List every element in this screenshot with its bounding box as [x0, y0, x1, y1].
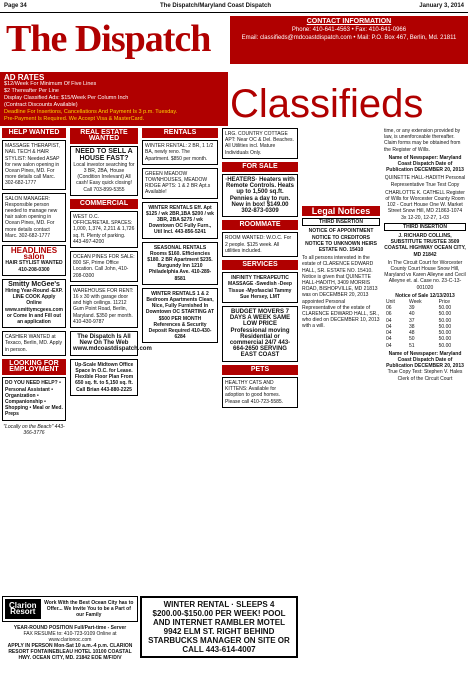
column-legal [302, 206, 380, 330]
right-quinette: QUINETTE HALL-HADITH Personal Representative True Test Copy [384, 175, 466, 188]
ad-commercial-3: WAREHOUSE FOR RENT: 16 x 30 with garage door and high ceilings. 11212 Gum Point Road, Berlin, Maryland. $350 per month. 410-430-9787 [70, 285, 138, 328]
column-4 [222, 128, 298, 411]
ad-room-wanted: ROOM WANTED: W.O.C. For 2 people. $125 week. All utilities included. [222, 232, 298, 257]
need-text: Local investor searching for 3 BR, 2BA, House (Condition Irrelevant) All cash! Easy quick closing! Call 703-899-5355 [73, 161, 135, 193]
clarion-work: Work With the Best Ocean City has to Offer... We Invite You to be a Part of our Family [44, 600, 134, 618]
ad-commercial-1: WEST O.C. OFFICE/RETAIL SPACES: 1,000, 1,374, 2,211 & 1,726 sq. ft. Plenty of parking. 443-497-4200 [70, 211, 138, 248]
clarion-top [2, 596, 138, 622]
table-head-cell: Unit [386, 299, 395, 306]
ad-massage: MASSAGE THERAPIST, NAIL TECH & HAIR STYLIST: Needed ASAP for new salon opening in Ocean Pines, MD. For more details call Marc. 302-682-1777 [2, 140, 66, 189]
deadline-line: Deadline For Insertions, Cancellations And Payment Is 3 p.m. Tuesday. [4, 109, 178, 115]
ad-country-cottage: LRG. COUNTRY COTTAGE APT: Near OC & Del. Beaches. All Utilities incl. Mature Individuals Only. [222, 128, 298, 159]
clarion-positions: YEAR-ROUND POSITION Full/Part-time - Server [13, 625, 127, 631]
column-3 [142, 128, 218, 346]
table-cell: 50.00 [438, 330, 452, 337]
table-cell: 39 [408, 305, 415, 312]
rentals-header: RENTALS [142, 128, 218, 138]
table-cell: 50.00 [438, 323, 452, 330]
table-cell: 06 [386, 311, 392, 318]
looking-header: LOOKING FOR EMPLOYMENT [2, 359, 66, 375]
publication-name: The Dispatch/Maryland Coast Dispatch [160, 3, 272, 9]
table-cell: 50.00 [438, 336, 452, 343]
right-true-copy: True Copy Test: Stephen V. Hales Clerk of the Circuit Court [387, 369, 463, 382]
table-cell: 50.00 [438, 305, 452, 312]
ad-salon-manager: SALON MANAGER: Responsible person needed to manage new hair salon opening in Ocean Pines, MD. For more details contact Marc. 302-682-1777 [2, 193, 66, 242]
table-row [384, 343, 466, 349]
table-cell: 50.00 [438, 342, 452, 349]
table-cell: 04 [386, 336, 392, 343]
table-head-cell: Week [408, 299, 422, 306]
ad-cats-kittens: HEALTHY CATS AND KITTENS: Available for adoption to good homes. Please call 410-723-5585. [222, 377, 298, 408]
ad-do-you-need: DO YOU NEED HELP? • Personal Assistant • Organization • Companionship • Shopping • Meal or Med. Preps [2, 377, 66, 420]
ad-winter-rentals-box: WINTER RENTALS Eff. Apt $125 / wk 2BR,1BA $200 / wk 3BR, 2BA $275 / wk Downtown OC Fully Furn., Util Incl. 443-856-5241 [142, 202, 218, 239]
ad-winter-rental-rambler: WINTER RENTAL · SLEEPS 4 $200.00-$150.00 PER WEEK! POOL AND INTERNET RAMBLER MOTEL 9942 ELM ST. RIGHT BEHIND STARBUCKS MANAGER ON SITE OR CALL 443-614-4007 [140, 596, 298, 658]
right-court: In The Circuit Court for Worcester County Court House Snow Hill, Maryland vs Karen Alleyne and Cecil Alleyne et. al. Case no. 23-C-13-001020 [384, 259, 466, 291]
locally-text: "Locally on the Beach" 443-366-3776 [3, 423, 65, 436]
table-cell: 38 [408, 323, 415, 330]
ad-smitty [2, 279, 66, 328]
ad-clarion [2, 596, 138, 661]
headlines-text: HAIR STYLIST WANTED 410-208-0300 [5, 260, 63, 273]
legal-insertion: THIRD INSERTION [302, 218, 380, 226]
right-charlotte: CHARLOTTE K. CATHELL Register of Wills for Worcester County Room 102 - Court House One W. Market Street Snow Hill, MD 21863-1074 [385, 189, 465, 215]
table-cell: 04 [386, 317, 392, 324]
smitty-logo: Smitty McGee's [8, 280, 60, 288]
right-notice-sale: Notice of Sale 12/13/2013 [395, 292, 455, 299]
legal-header: Legal Notices [302, 206, 380, 216]
table-head-cell: Price [438, 299, 451, 306]
ad-headlines [2, 245, 66, 276]
real-estate-header: REAL ESTATE WANTED [70, 128, 138, 144]
clarion-logo: Clarion Resort [5, 599, 41, 619]
table-cell: 37 [408, 317, 415, 324]
right-richard: J. RICHARD COLLINS, SUBSTITUTE TRUSTEE 3509 COASTAL HIGHWAY OCEAN CITY, MD 21842 [384, 233, 466, 258]
prepay-line: Pre-Payment Is Required. We Accept Visa & MasterCard. [4, 116, 145, 122]
ad-winter-rentals-2: WINTER RENTALS 1 & 2 Bedroom Apartments Clean, Nice, Fully Furnished In Downtown OC STARTING AT $500 PER MONTH References & Security Deposit Required 410-430-6284 [142, 288, 218, 344]
rates-title: AD RATES [4, 73, 45, 82]
column-1 [2, 128, 66, 436]
ad-winter-rental-1: WINTER RENTAL: 2 BR, 1 1/2 BA, newly reno. The Apartment. $850 per month. [142, 140, 218, 165]
ad-infinity-massage: INFINITY THERAPEUTIC MASSAGE -Swedish -Deep Tissue -Myofascial Tammy Sue Hersey, LMT [222, 272, 298, 303]
rate-line: (Contract Discounts Available) [4, 102, 78, 108]
roommate-header: ROOMMATE [222, 220, 298, 230]
ad-budget-movers: BUDGET MOVERS 7 DAYS A WEEK SAME LOW PRICE Professional moving Residential or commercial 24/7 443-664-2650 SERVING EAST COAST [222, 306, 298, 362]
column-right [384, 128, 466, 382]
dispatch-logo: The Dispatch [6, 18, 211, 60]
table-cell: 40 [408, 311, 415, 318]
legal-body: To all persons interested in the estate of CLARENCE EDWARD HALL, SR. ESTATE NO. 15410. Notice is given that QUINETTE HALL-HADITH, 3409 MORRIS ROAD, BISHOPVILLE, MD 21813 was on DECEMBER 20, 2013 appointed Personal Representative of the estate of CLARENCE EDWARD HALL, SR., who died on DECEMBER 10, 2013 with a will. [302, 255, 380, 330]
page-label: Page 34 [4, 3, 27, 9]
table-cell: 50.00 [438, 317, 452, 324]
services-header: SERVICES [222, 260, 298, 270]
issue-date: January 3, 2014 [419, 3, 464, 9]
rate-line: $2 Thereafter Per Line [4, 88, 59, 94]
contact-phone: Phone: 410-641-4563 • Fax: 410-641-0966 [291, 27, 407, 33]
help-wanted-header: HELP WANTED [2, 128, 66, 138]
table-cell: 50 [408, 336, 415, 343]
pets-header: PETS [222, 365, 298, 375]
rate-line: $12/Week For Minimum Of Five Lines [4, 81, 97, 87]
for-sale-header: FOR SALE [222, 162, 298, 172]
ad-need-to-sell [70, 146, 138, 195]
ad-commercial-2: OCEAN PINES FOR SALE: 800 SF, Prime Office Location. Call John, 410-208-0300 [70, 251, 138, 282]
right-ref: 3x 12-20, 12-27, 1-03 [401, 214, 449, 221]
table-cell: 04 [386, 342, 392, 349]
table-cell: 51 [408, 342, 415, 349]
right-date-pub: Name of Newspaper: Maryland Coast Dispatch Date of Publication DECEMBER 20, 2013 [386, 350, 464, 370]
contact-title: CONTACT INFORMATION [306, 18, 392, 25]
ad-rates-box [0, 72, 228, 126]
legal-notice-title: NOTICE OF APPOINTMENT NOTICE TO CREDITORS NOTICE TO UNKNOWN HEIRS ESTATE NO. 15410 [305, 228, 377, 254]
unit-table [384, 299, 466, 349]
clarion-apply: APPLY IN PERSON Mon-Sat 10 a.m.-4 p.m. CLARION RESORT FONTAINEBLEAU HOTEL 10100 COASTAL HWY. OCEAN CITY, MD. 21842 EOE M/F/D/V [7, 643, 133, 661]
smitty-text: Hiring Year-Round -EXP. LINE COOK Apply Online www.smittymcgees.com or Come In and Fill out an application [5, 288, 63, 326]
right-third-insertion: THIRD INSERTION [384, 223, 466, 231]
table-cell: 48 [408, 330, 415, 337]
ad-dispatch-web: The Dispatch Is All New On The Web www.mdcoastdispatch.com [70, 331, 138, 356]
need-title: NEED TO SELL A HOUSE FAST? [75, 148, 133, 162]
ad-seasonal-rentals: SEASONAL RENTALS Rooms $160. Efficiencies $180. 2 BR Apartment $235. Burgundy Inn 1210 Philadelphia Ave. 410-289-8581 [142, 242, 218, 285]
ad-heaters: ·HEATERS· Heaters with Remote Controls. Heats up to 1,500 sq.ft. Pennies a day to run. New in box! $149.00 302-873-0309 [222, 174, 298, 217]
right-top-text: time, or any extension provided by law, is unenforceable thereafter. Claim forms may be obtained from the Register of Wills. [384, 128, 461, 153]
headlines-logo: HEADLINES salon [10, 246, 58, 262]
classifieds-title: Classifieds [230, 82, 424, 126]
contact-email: Email: classifieds@mdcoastdispatch.com • Mail: P.O. Box 467, Berlin, Md. 21811 [241, 35, 457, 41]
table-cell: 06 [386, 305, 392, 312]
clarion-fax: FAX RESUME to: 410-723-9109 Online at www.clarionoc.com [23, 631, 117, 643]
right-register: Name of Newspaper: Maryland Coast Dispatch Date of Publication DECEMBER 20, 2013 [386, 154, 464, 174]
rate-line: Display Classified Ads: $15/Week Per Column Inch [4, 95, 129, 101]
column-2 [70, 128, 152, 399]
table-cell: 04 [386, 330, 392, 337]
ad-texaco: CASHIER WANTED at Texaco, Berlin, MD. Apply in person. [2, 331, 66, 356]
table-cell: 50.00 [438, 311, 452, 318]
commercial-header: COMMERCIAL [70, 199, 138, 209]
ad-green-meadow: GREEN MEADOW TOWNHOUSES, MEADOW RIDGE APTS: 1 & 2 BR Apt.s Available! [142, 168, 218, 199]
ad-upscale-office: Up-Scale Midtown Office Space In O.C. for Lease. Flexible Floor Plan From 650 sq. ft. to 5,150 sq. ft. Call Brian 443-880-2225 [70, 359, 138, 396]
table-cell: 04 [386, 323, 392, 330]
contact-info [230, 16, 468, 64]
